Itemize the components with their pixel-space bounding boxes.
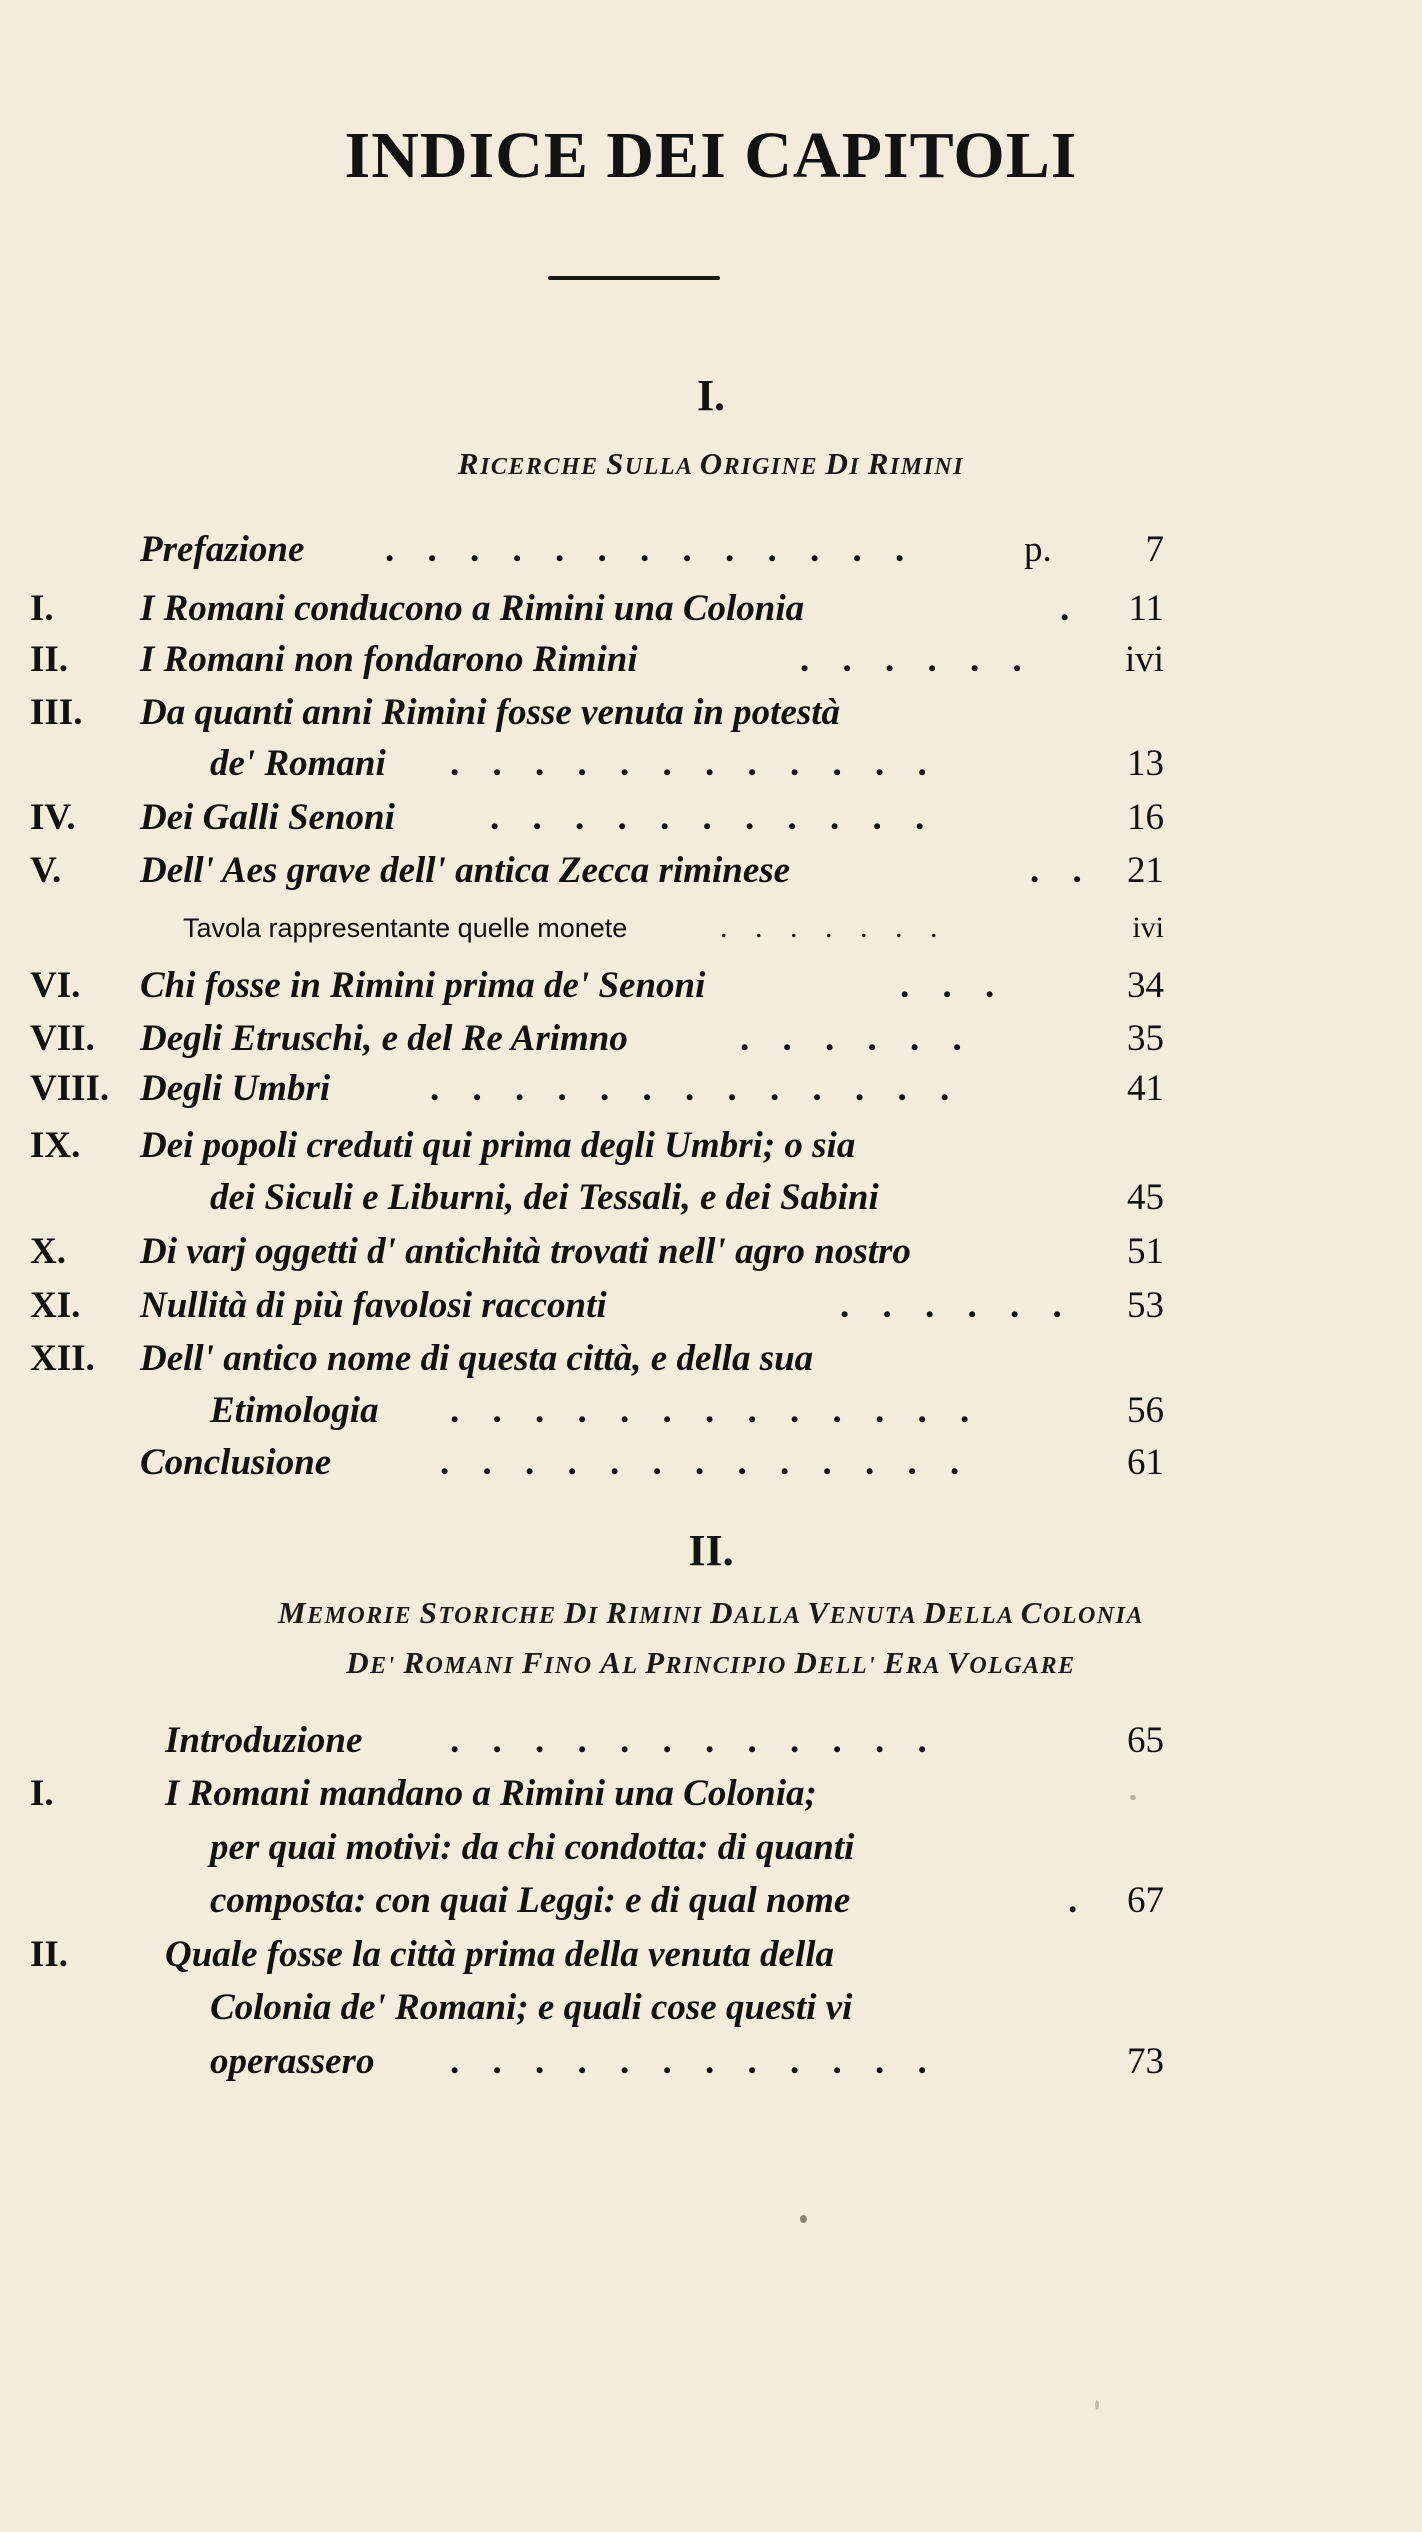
chapter-title: Prefazione <box>140 529 305 570</box>
page-number: 53 <box>1127 1285 1164 1326</box>
chapter-title: I Romani conducono a Rimini una Colonia <box>140 588 805 629</box>
page-abbreviation: p. <box>1024 529 1052 570</box>
chapter-title: Degli Umbri <box>140 1068 331 1109</box>
toc-row <box>0 792 1422 844</box>
page-number: 34 <box>1127 965 1164 1006</box>
toc-row <box>0 902 1422 954</box>
title-rule <box>548 276 720 280</box>
chapter-title: Di varj oggetti d' antichità trovati nell' agro nostro <box>140 1231 911 1272</box>
dot-leader: . . . . . . . . . . . . . <box>385 529 917 570</box>
page-number: 13 <box>1127 743 1164 784</box>
page-title: INDICE DEI CAPITOLI <box>344 119 1078 192</box>
toc-row <box>0 1172 1422 1224</box>
chapter-title: Da quanti anni Rimini fosse venuta in potestà <box>140 692 841 733</box>
toc-row <box>0 1333 1422 1385</box>
chapter-number: II. <box>30 639 69 680</box>
page-number: 73 <box>1127 2041 1164 2082</box>
dot-leader: . <box>1068 1880 1090 1921</box>
chapter-number: III. <box>30 692 83 733</box>
toc-row <box>0 1982 1422 2034</box>
dot-leader: . . . . . . . . . . . <box>490 797 937 838</box>
page-number: 7 <box>1145 529 1164 570</box>
page-number: 41 <box>1127 1068 1164 1109</box>
chapter-title: Nullità di più favolosi racconti <box>140 1285 607 1326</box>
chapter-number: V. <box>30 850 62 891</box>
chapter-number: II. <box>30 1934 69 1975</box>
toc-row <box>0 1280 1422 1332</box>
paper-speck <box>800 2215 807 2223</box>
dot-leader: . . . . . . . . . . . . . <box>450 1390 982 1431</box>
chapter-number: IV. <box>30 797 76 838</box>
chapter-title: Conclusione <box>140 1442 332 1483</box>
dot-leader: . . <box>1030 850 1094 891</box>
section-subtitle-2-line-1: MEMORIE STORICHE DI RIMINI DALLA VENUTA DELLA COLONIA <box>278 1595 1144 1630</box>
toc-row <box>0 1875 1422 1927</box>
chapter-number: XI. <box>30 1285 81 1326</box>
section-subtitle-2-line-2: DE' ROMANI FINO AL PRINCIPIO DELL' ERA VOLGARE <box>346 1645 1076 1680</box>
page-number: 61 <box>1127 1442 1164 1483</box>
dot-leader: . . . . . . <box>740 1018 974 1059</box>
toc-row <box>0 1929 1422 1981</box>
dot-leader: . . . . . . . . . . . . . <box>430 1068 962 1109</box>
toc-row <box>0 1437 1422 1489</box>
chapter-title: Quale fosse la città prima della venuta della <box>165 1934 835 1975</box>
chapter-title: I Romani non fondarono Rimini <box>140 639 638 680</box>
page-number: 67 <box>1127 1880 1164 1921</box>
chapter-title: composta: con quai Leggi: e di qual nome <box>210 1880 851 1921</box>
chapter-number: VI. <box>30 965 81 1006</box>
section-numeral-1: I. <box>696 371 726 420</box>
page-number: 45 <box>1127 1177 1164 1218</box>
paper-speck <box>1095 2400 1099 2410</box>
chapter-number: I. <box>30 588 54 629</box>
chapter-number: I. <box>30 1773 54 1814</box>
page-number: 21 <box>1127 850 1164 891</box>
chapter-title: Degli Etruschi, e del Re Arimno <box>140 1018 628 1059</box>
page-number: 65 <box>1127 1720 1164 1761</box>
dot-leader: . . . . . . . <box>720 911 948 944</box>
page-number: ivi <box>1132 911 1164 944</box>
chapter-title: Dei Galli Senoni <box>140 797 395 838</box>
toc-row <box>0 1822 1422 1874</box>
dot-leader: . . . <box>900 965 1007 1006</box>
chapter-title: Colonia de' Romani; e quali cose questi vi <box>210 1987 853 2028</box>
dot-leader: . . . . . . <box>800 639 1034 680</box>
chapter-number: X. <box>30 1231 66 1272</box>
chapter-title: Etimologia <box>210 1390 379 1431</box>
chapter-number: VII. <box>30 1018 95 1059</box>
page-number: ivi <box>1124 639 1164 680</box>
dot-leader: . . . . . . . . . . . . <box>450 2041 939 2082</box>
paper-speck <box>1130 1795 1136 1800</box>
chapter-number: XII. <box>30 1338 95 1379</box>
toc-row <box>0 1226 1422 1278</box>
dot-leader: . . . . . . <box>840 1285 1074 1326</box>
chapter-title: per quai motivi: da chi condotta: di quanti <box>210 1827 855 1868</box>
page-number: 35 <box>1127 1018 1164 1059</box>
toc-row <box>0 524 1422 576</box>
page-number: 11 <box>1128 588 1164 629</box>
chapter-title: Dei popoli creduti qui prima degli Umbri; o sia <box>140 1125 856 1166</box>
toc-row <box>0 2036 1422 2088</box>
toc-row <box>0 1013 1422 1065</box>
page-number: 56 <box>1127 1390 1164 1431</box>
chapter-title: de' Romani <box>210 743 386 784</box>
dot-leader: . . . . . . . . . . . . <box>450 743 939 784</box>
chapter-title: operassero <box>210 2041 375 2082</box>
toc-row <box>0 960 1422 1012</box>
toc-row <box>0 1120 1422 1172</box>
chapter-number: VIII. <box>30 1068 110 1109</box>
page-number: 51 <box>1127 1231 1164 1272</box>
chapter-title: dei Siculi e Liburni, dei Tessali, e dei Sabini <box>210 1177 879 1218</box>
dot-leader: . . . . . . . . . . . . . <box>440 1442 972 1483</box>
dot-leader: . <box>1060 588 1082 629</box>
dot-leader: . . . . . . . . . . . . <box>450 1720 939 1761</box>
chapter-title: Dell' antico nome di questa città, e della sua <box>140 1338 814 1379</box>
chapter-number: IX. <box>30 1125 81 1166</box>
page-number: 16 <box>1127 797 1164 838</box>
chapter-title: Chi fosse in Rimini prima de' Senoni <box>140 965 706 1006</box>
chapter-title: Tavola rappresentante quelle monete <box>183 913 628 943</box>
toc-row <box>0 1715 1422 1767</box>
toc-row <box>0 583 1422 635</box>
toc-row <box>0 738 1422 790</box>
toc-row <box>0 687 1422 739</box>
toc-row <box>0 1063 1422 1115</box>
toc-row <box>0 634 1422 686</box>
section-numeral-2: II. <box>688 1526 734 1575</box>
toc-row <box>0 1768 1422 1820</box>
chapter-title: I Romani mandano a Rimini una Colonia; <box>165 1773 817 1814</box>
chapter-title: Dell' Aes grave dell' antica Zecca riminese <box>140 850 791 891</box>
chapter-title: Introduzione <box>165 1720 363 1761</box>
toc-row <box>0 1385 1422 1437</box>
section-subtitle-1: RICERCHE SULLA ORIGINE DI RIMINI <box>457 446 965 481</box>
toc-row <box>0 845 1422 897</box>
